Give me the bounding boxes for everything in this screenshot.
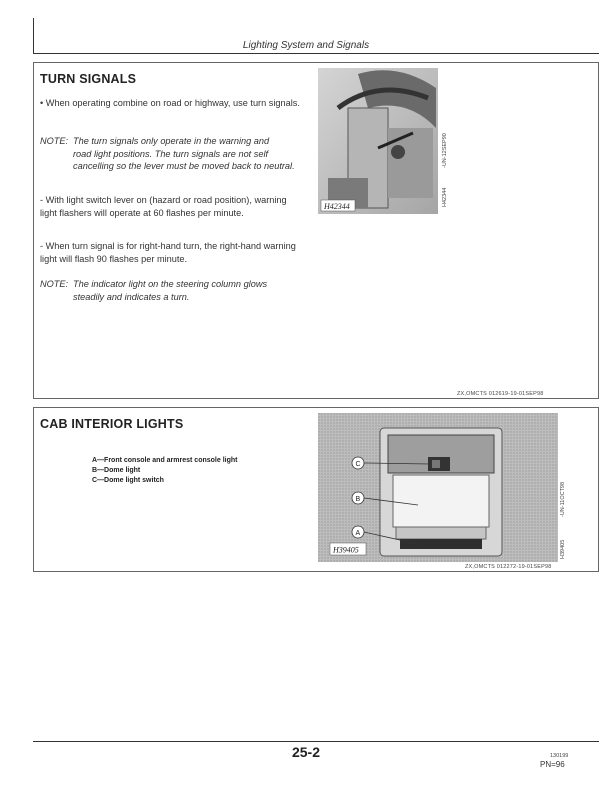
page-number: 25-2: [291, 744, 321, 760]
turn-signals-section-code: ZX,OMCTS 012619-19-01SEP98: [457, 391, 544, 397]
legend-item-b: B—Dome light: [92, 467, 141, 474]
photo-label-text: H39405: [333, 545, 359, 555]
turn-signals-p1: • When operating combine on road or highway, use turn signals.: [40, 98, 300, 108]
turn-signals-heading: TURN SIGNALS: [40, 72, 137, 86]
steering-column-photo: [318, 68, 438, 214]
page-header-title: Lighting System and Signals: [242, 40, 370, 51]
footer-small-code: 130199: [550, 753, 569, 759]
legend-item-a: A—Front console and armrest console light: [92, 457, 238, 464]
note-rest: steadily and indicates a turn.: [73, 291, 190, 302]
photo-side-code: -UN-12SEP90: [442, 133, 448, 168]
legend-item-c: C—Dome light switch: [92, 477, 164, 484]
note-line1: The indicator light on the steering column glows: [73, 279, 268, 289]
cab-photo-side-code: -UN-11OCT98: [560, 481, 566, 517]
turn-signals-section: [33, 62, 599, 399]
svg-text:A: A: [355, 530, 361, 537]
turn-signals-note1: [40, 135, 302, 173]
note-label: NOTE:: [40, 136, 69, 146]
turn-signals-p2: - With light switch lever on (hazard or road position), warning light flashers will operate at 60 flashes per minute.: [40, 195, 287, 218]
note-rest: road light positions. The turn signals are not self cancelling so the lever must be moved back to neutral.: [73, 148, 295, 172]
header-rule: [33, 53, 599, 54]
photo-side-id: H42344: [442, 187, 448, 207]
turn-signals-p3: - When turn signal is for right-hand turn, the right-hand warning light will flash 90 flashes per minute.: [40, 241, 296, 264]
dome-light-photo: [318, 413, 558, 562]
footer-pn: PN=96: [540, 760, 565, 769]
note-label: NOTE:: [40, 279, 69, 289]
turn-signals-note2: [40, 278, 302, 303]
cab-lights-heading: CAB INTERIOR LIGHTS: [40, 417, 184, 431]
svg-text:B: B: [355, 496, 361, 503]
svg-text:C: C: [355, 461, 361, 468]
cab-lights-section-code: ZX,OMCTS 012272-19-01SEP98: [465, 564, 552, 570]
note-line1: The turn signals only operate in the warning and: [73, 136, 270, 146]
footer-rule: [33, 741, 599, 742]
cab-lights-legend: [92, 456, 237, 486]
photo-label-text: H42344: [324, 202, 350, 211]
cab-photo-side-id: H39405: [560, 539, 566, 559]
